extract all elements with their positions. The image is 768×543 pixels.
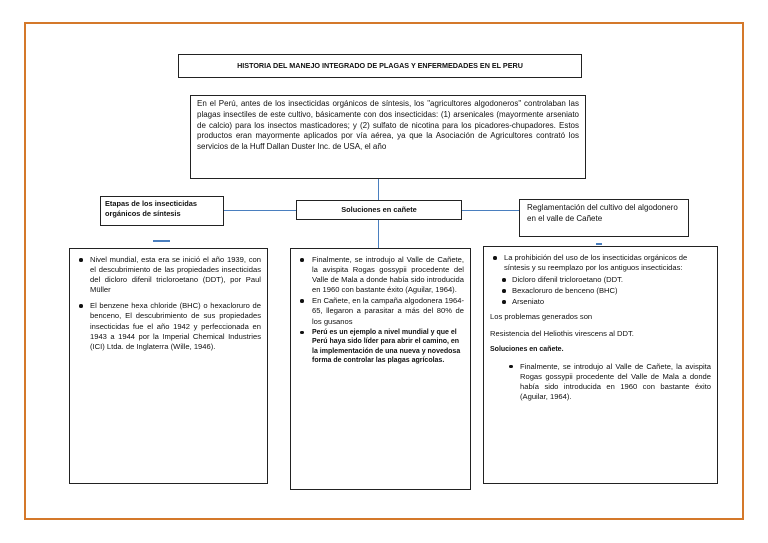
intro-paragraph: En el Perú, antes de los insecticidas orgánicos de síntesis, los "agricultores algodoneros" controlaban las plagas insectiles de este cultivo, básicamente con dos insecticidas: (1) arsenicales (mayormente arseniato de calcio) para los insectos masticadores; y (2) sulfato de nicotina para los picadores-chupadores. Estos productos eran mayormente aplicados por vía aérea, ya que la Asociación de Agricultores contrató los servicios de la Huff Dallan Duster Inc. de USA, el año	[190, 95, 586, 179]
sub-list-item: Dicloro difenil tricloroetano (DDT.	[490, 275, 711, 285]
list-item: Perú es un ejemplo a nivel mundial y que el Perú haya sido líder para abrir el camino, en la implementación de una nueva y novedosa forma de controlar las plagas agrícolas.	[297, 328, 464, 366]
list-item: La prohibición del uso de los insecticidas orgánicos de síntesis y su reemplazo por los antiguos insecticidas:	[490, 253, 711, 273]
connector-soluciones-to-etapas	[224, 210, 296, 211]
right-column	[483, 246, 718, 484]
list-item: Finalmente, se introdujo al Valle de Cañete, la avispita Rogas gossypii procedente del Valle de Mala a donde había sido introducida en 1960 con bastante éxito (Aguilar, 1964).	[496, 362, 711, 402]
list-item: Nivel mundial, esta era se inició el año 1939, con el descubrimiento de las propiedades insecticidas del dicloro difenil tricloroetano (DDT), por Paul Müller	[76, 255, 261, 295]
connector-soluciones-to-reglamentacion	[462, 210, 519, 211]
left-column	[69, 248, 268, 484]
problems-heading: Los problemas generados son	[490, 312, 593, 322]
list-item: El benzene hexa chloride (BHC) o hexacloruro de benceno, El descubrimiento de sus propiedades insecticidas fue el año 1942 y perfeccionada en 1943 a 1944 por la Imperial Chemical Industries (ICI) Ltda. de Inglaterra (Wille, 1946).	[76, 301, 261, 351]
solutions-heading: Soluciones en cañete.	[490, 345, 564, 353]
diagram-title: HISTORIA DEL MANEJO INTEGRADO DE PLAGAS Y ENFERMEDADES EN EL PERU	[178, 54, 582, 78]
connector-etapas-stub	[153, 240, 170, 242]
connector-intro-to-soluciones	[378, 179, 379, 200]
connector-reglamentacion-stub	[596, 243, 602, 245]
problems-text: Resistencia del Heliothis virescens al DDT.	[490, 328, 634, 338]
sub-list-item: Bexacloruro de benceno (BHC)	[490, 286, 711, 296]
node-etapas: Etapas de los insecticidas orgánicos de síntesis	[100, 196, 224, 226]
sub-list-item: Arseniato	[490, 297, 711, 307]
node-soluciones: Soluciones en cañete	[296, 200, 462, 220]
node-reglamentacion: Reglamentación del cultivo del algodonero en el valle de Cañete	[519, 199, 689, 237]
connector-soluciones-to-middle	[378, 220, 379, 248]
list-item: Finalmente, se introdujo al Valle de Cañete, la avispita Rogas gossypii procedente del Valle de Mala a donde había sido introducida en 1960 con bastante éxito (Aguilar, 1964).	[297, 255, 464, 295]
list-item: En Cañete, en la campaña algodonera 1964-65, llegaron a parasitar a más del 80% de los gusanos	[297, 296, 464, 326]
middle-column	[290, 248, 471, 490]
